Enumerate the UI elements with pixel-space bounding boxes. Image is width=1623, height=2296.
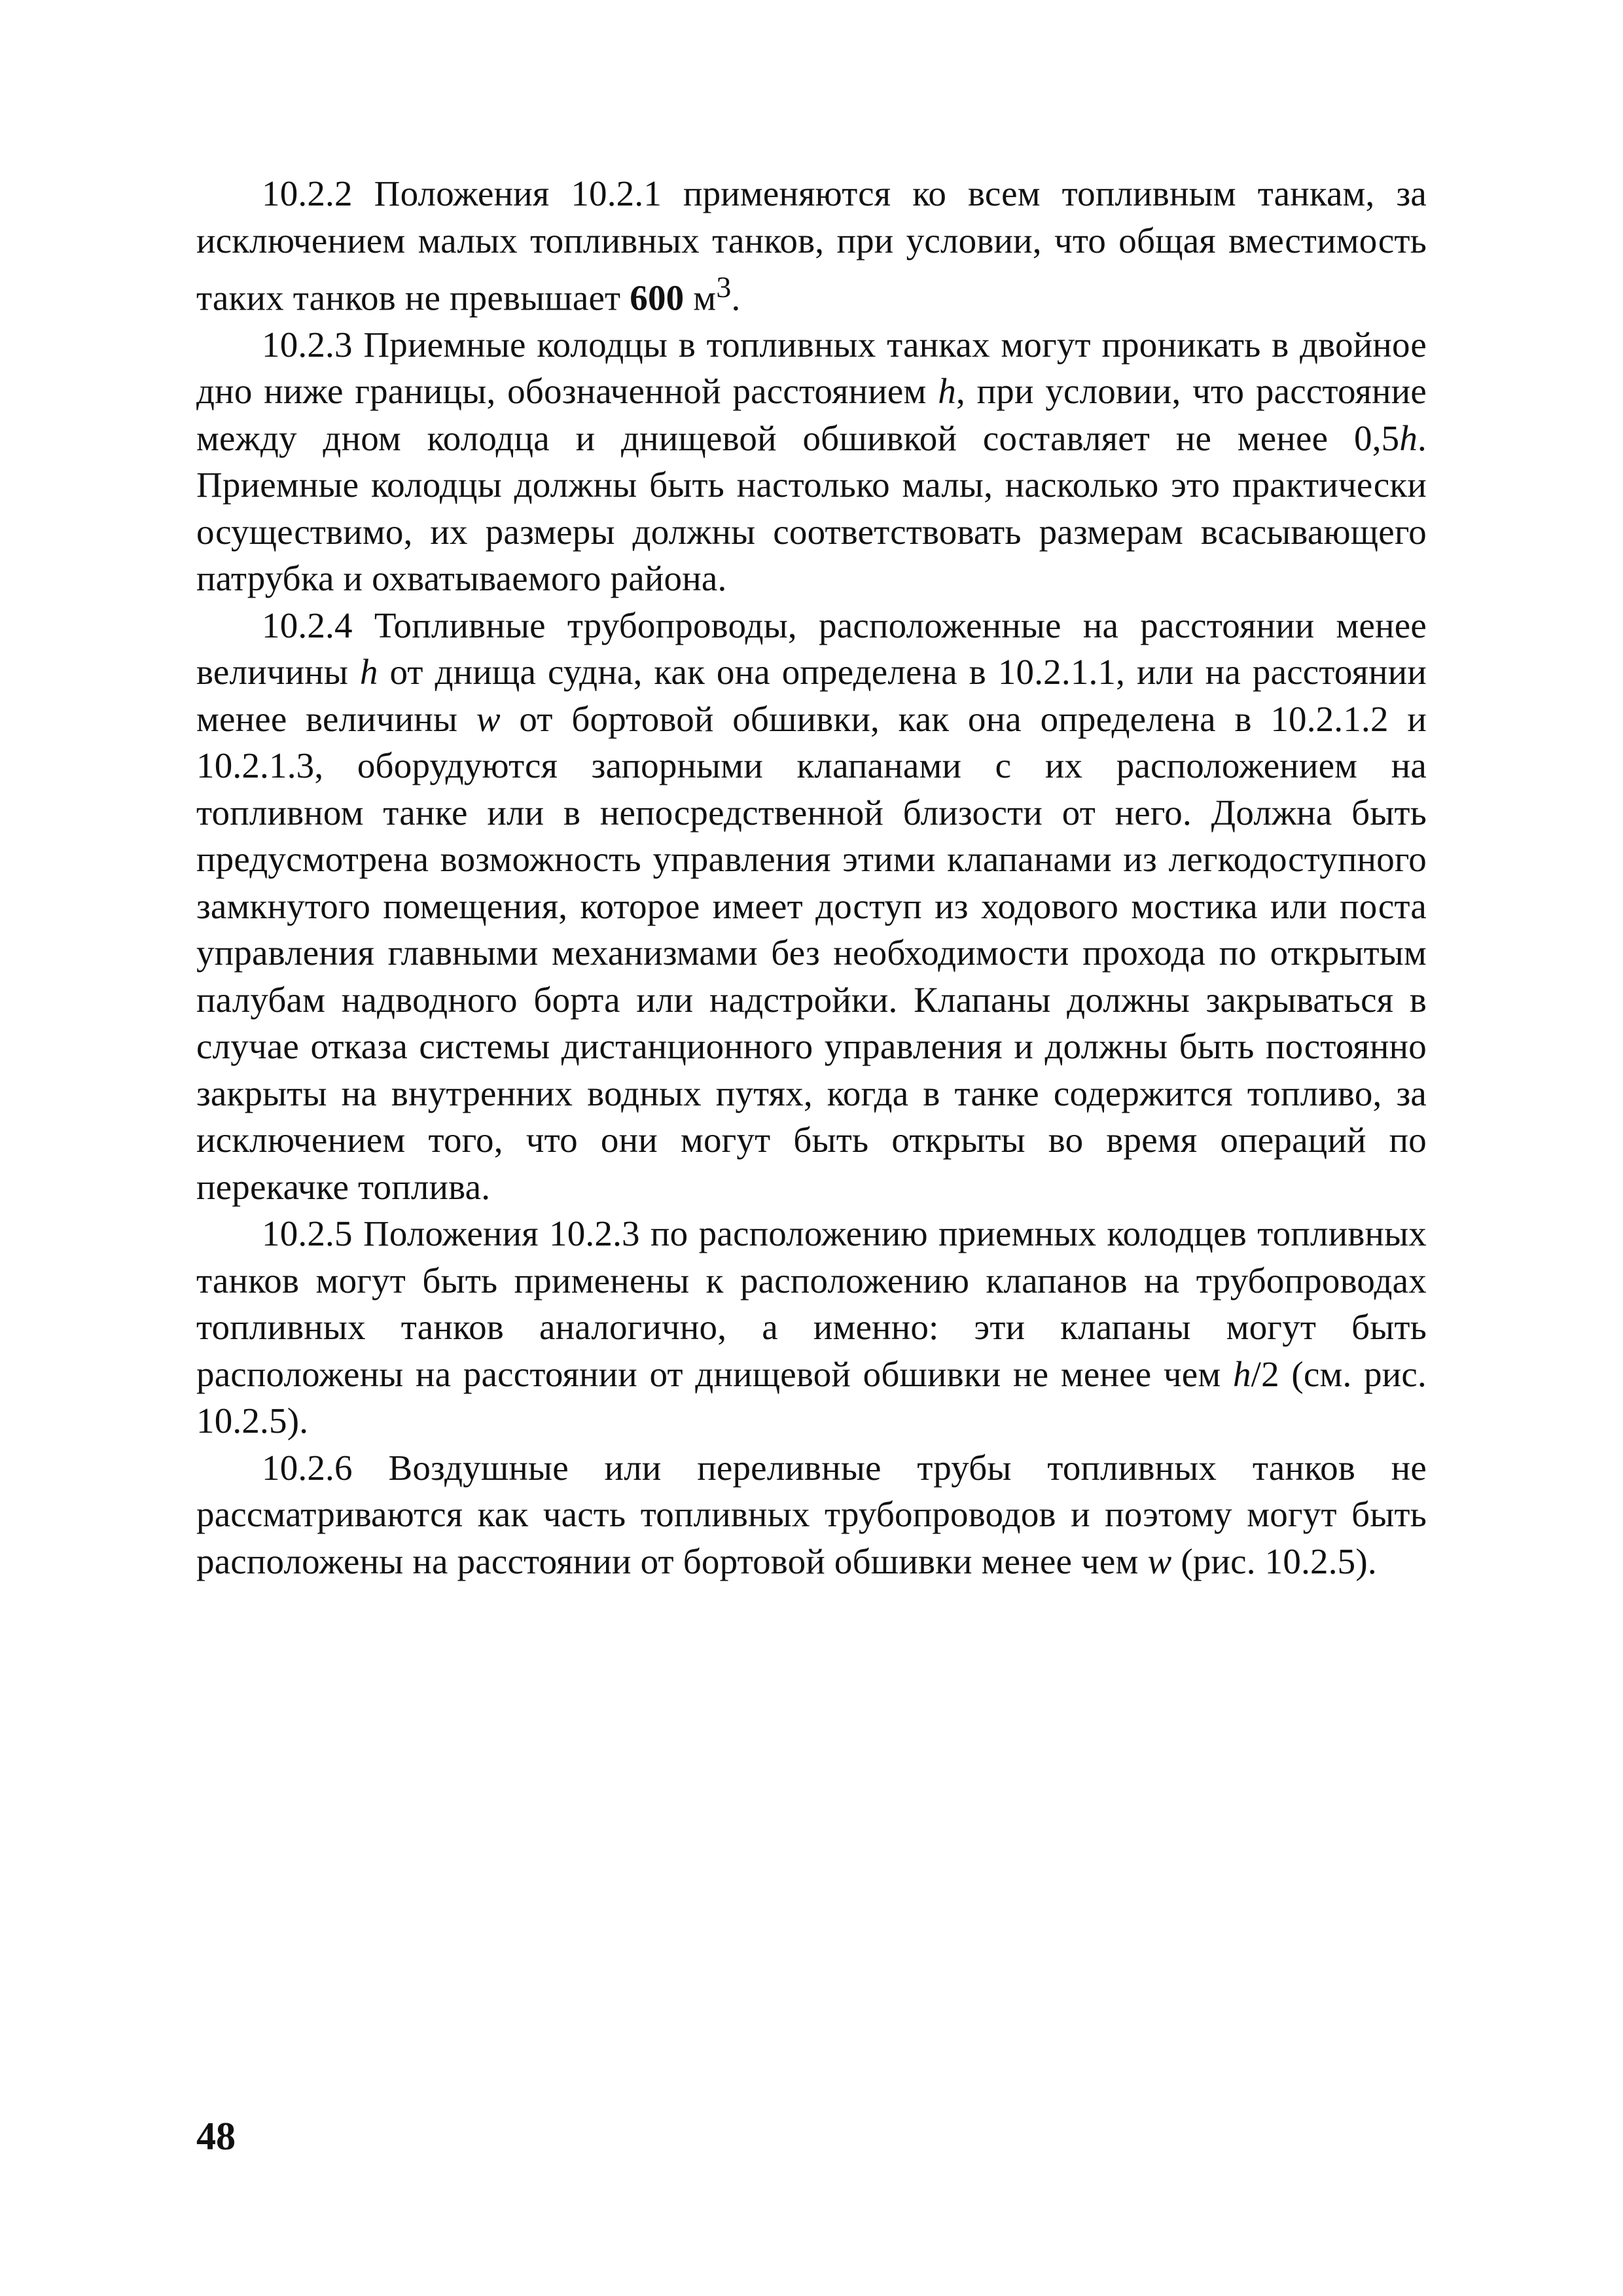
variable-symbol: h <box>359 652 378 692</box>
page-number: 48 <box>196 2115 236 2158</box>
section-number: 10.2.6 <box>262 1447 353 1488</box>
paragraph-10-2-3 <box>196 321 1427 602</box>
paragraph-text: от бортовой обшивки, как она определена в 10.2.1.2 и 10.2.1.3, оборудуются запорными клапанами с их расположением на топливном танке или в непосредственной близости от него. Должна быть предусмотрена возможность управления этими клапанами из легкодоступного замкнутого помещения, которое имеет доступ из ходового мостика или поста управления главными механизмами без необходимости прохода по открытым палубам надводного борта или надстройки. Клапаны должны закрываться в случае отказа системы дистанционного управления и должны быть постоянно закрыты на внутренних водных путях, когда в танке содержится топливо, за исключением того, что они могут быть открыты во время операций по перекачке топлива. <box>196 698 1427 1207</box>
paragraph-text: Положения 10.2.3 по расположению приемных колодцев топливных танков могут быть применены к расположению клапанов на трубопроводах топливных танков аналогично, а именно: эти клапаны могут быть расположены на расстоянии от днищевой обшивки не менее чем <box>196 1213 1427 1394</box>
paragraph-text: м <box>684 278 717 318</box>
section-number: 10.2.3 <box>262 324 353 365</box>
section-number: 10.2.4 <box>262 605 353 645</box>
paragraph-text: . Приемные колодцы должны быть настолько малы, насколько это практически осуществимо, их размеры должны соответствовать размерам всасывающего патрубка и охватываемого района. <box>196 418 1427 599</box>
variable-symbol: h <box>938 371 956 412</box>
paragraph-10-2-6 <box>196 1444 1427 1585</box>
paragraph-text: , при условии, что расстояние между дном колодца и днищевой обшивкой составляет не менее 0,5 <box>196 371 1427 458</box>
paragraph-text: Топливные трубопроводы, расположенные на расстоянии менее величины <box>196 605 1427 692</box>
paragraph-text: . <box>731 278 741 318</box>
paragraph-text: Воздушные или переливные трубы топливных танков не рассматриваются как часть топливных трубопроводов и поэтому могут быть расположены на расстоянии от бортовой обшивки менее чем <box>196 1447 1427 1581</box>
superscript: 3 <box>716 270 732 304</box>
paragraph-text: Положения 10.2.1 применяются ко всем топливным танкам, за исключением малых топливных танков, при условии, что общая вместимость таких танков не превышает <box>196 173 1427 318</box>
paragraph-text: 600 <box>630 278 685 318</box>
paragraph-text: от днища судна, как она определена в 10.2.1.1, или на расстоянии менее величины <box>196 652 1427 739</box>
paragraph-text: Приемные колодцы в топливных танках могут проникать в двойное дно ниже границы, обозначенной расстоянием <box>196 324 1427 412</box>
variable-symbol: h <box>1232 1354 1251 1394</box>
paragraph-text: /2 (см. рис. 10.2.5). <box>196 1354 1427 1441</box>
variable-symbol: h <box>1399 418 1418 458</box>
paragraph-10-2-2 <box>196 170 1427 321</box>
paragraph-10-2-5 <box>196 1210 1427 1444</box>
section-number: 10.2.5 <box>262 1213 353 1254</box>
paragraph-text: (рис. 10.2.5). <box>1171 1541 1377 1581</box>
variable-symbol: w <box>476 698 501 739</box>
variable-symbol: w <box>1147 1541 1172 1581</box>
paragraph-10-2-4 <box>196 602 1427 1211</box>
document-body <box>196 170 1427 1585</box>
section-number: 10.2.2 <box>262 173 353 213</box>
